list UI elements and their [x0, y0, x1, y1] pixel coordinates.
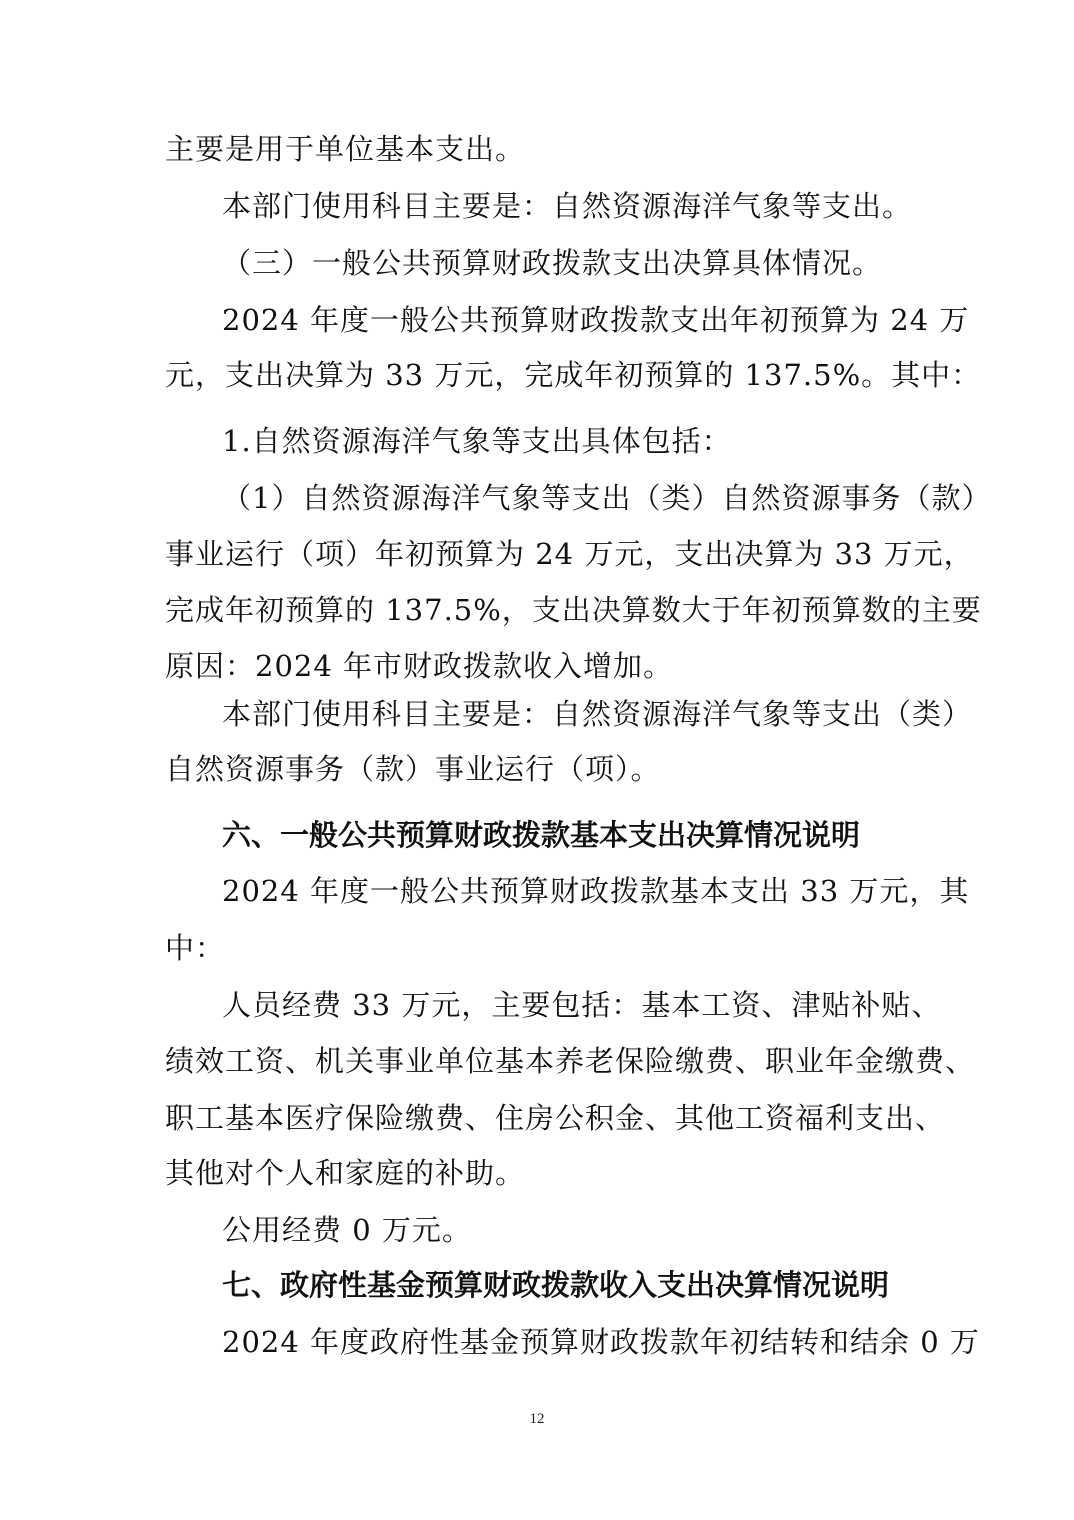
body-text-line: 公用经费 0 万元。: [222, 1213, 472, 1247]
page-number: 12: [529, 1411, 545, 1427]
subsection-heading: （三）一般公共预算财政拨款支出决算具体情况。: [222, 246, 883, 280]
section-heading: 六、一般公共预算财政拨款基本支出决算情况说明: [222, 818, 861, 852]
body-text-line: 中：: [165, 931, 226, 965]
body-text-line: 人员经费 33 万元，主要包括：基本工资、津贴补贴、: [222, 988, 942, 1022]
body-text-line: 元，支出决算为 33 万元，完成年初预算的 137.5%。其中：: [165, 358, 982, 392]
body-text-line: 自然资源事务（款）事业运行（项）。: [165, 752, 661, 786]
body-text-line: 主要是用于单位基本支出。: [165, 132, 526, 166]
body-text-line: 本部门使用科目主要是：自然资源海洋气象等支出。: [222, 189, 913, 223]
body-text-line: 绩效工资、机关事业单位基本养老保险缴费、职业年金缴费、: [165, 1044, 976, 1078]
section-heading: 七、政府性基金预算财政拨款收入支出决算情况说明: [222, 1268, 890, 1302]
body-text-line: 其他对个人和家庭的补助。: [165, 1156, 526, 1190]
body-text-line: 事业运行（项）年初预算为 24 万元，支出决算为 33 万元，: [165, 537, 974, 571]
body-text-line: 2024 年度政府性基金预算财政拨款年初结转和结余 0 万: [222, 1325, 980, 1359]
list-item-heading: 1.自然资源海洋气象等支出具体包括：: [222, 424, 732, 458]
body-text-line: 本部门使用科目主要是：自然资源海洋气象等支出（类）: [222, 697, 973, 731]
body-text-line: 2024 年度一般公共预算财政拨款支出年初预算为 24 万: [222, 303, 970, 337]
body-text-line: 完成年初预算的 137.5%，支出决算数大于年初预算数的主要: [165, 593, 982, 627]
body-text-line: 2024 年度一般公共预算财政拨款基本支出 33 万元，其: [222, 874, 970, 908]
body-text-line: （1）自然资源海洋气象等支出（类）自然资源事务（款）: [222, 481, 992, 515]
body-text-line: 职工基本医疗保险缴费、住房公积金、其他工资福利支出、: [165, 1101, 946, 1135]
body-text-line: 原因：2024 年市财政拨款收入增加。: [165, 649, 674, 683]
